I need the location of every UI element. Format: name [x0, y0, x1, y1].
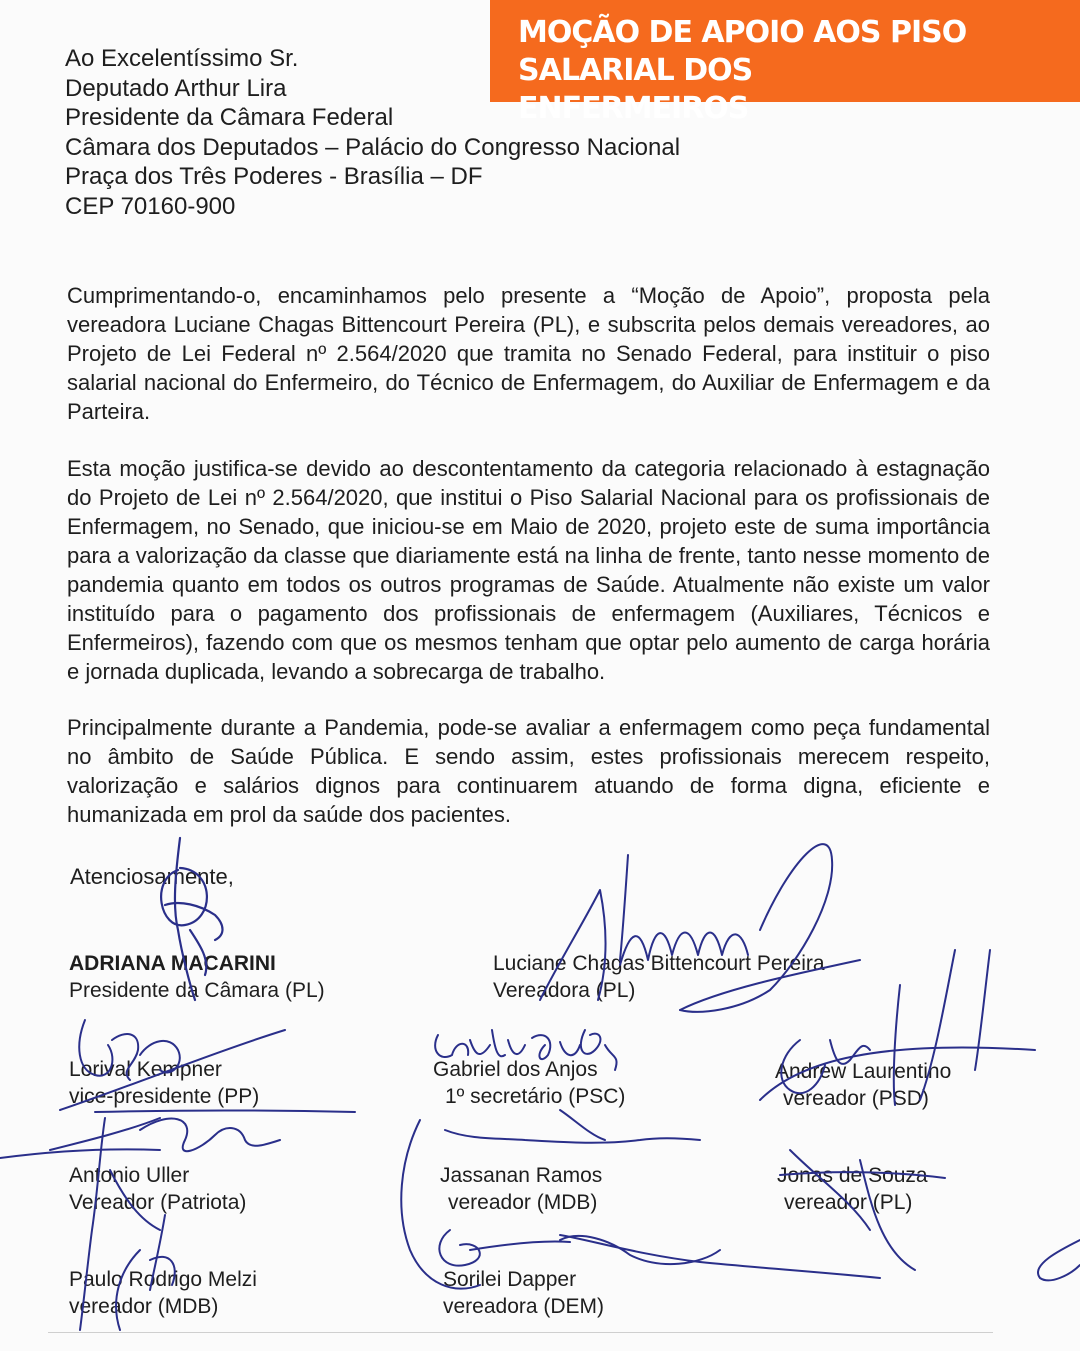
signatory-block — [443, 1266, 604, 1320]
signatory-name: Jonas de Souza — [777, 1164, 928, 1187]
signatory-role: Presidente da Câmara (PL) — [69, 979, 325, 1002]
address-line: CEP 70160-900 — [65, 192, 236, 220]
signatory-role: vereadora (DEM) — [443, 1295, 605, 1318]
address-line: Presidente da Câmara Federal — [65, 104, 394, 131]
address-line: Praça dos Três Poderes - Brasília – DF — [65, 163, 483, 190]
banner-title-line1: MOÇÃO DE APOIO AOS PISO SALARIAL DOS — [518, 15, 967, 88]
body-paragraph-2: Esta moção justifica-se devido ao descontentamento da categoria relacionado à estagnação do Projeto de Lei nº 2.564/2020, que institui o Piso Salarial Nacional para os profissionais de Enfermagem, no Senado, que iniciou-se em Maio de 2020, projeto este de suma importância para a valorização da classe que diariamente está na linha de frente, tanto nesse momento de pandemia quanto em todos os outros programas de Saúde. Atualmente não existe um valor instituído para o pagamento dos profissionais de enfermagem (Auxiliares, Técnicos e Enfermeiros), fazendo com que os mesmos tenham que optar pelo aumento de carga horária e jornada duplicada, levando a sobrecarga de trabalho. — [67, 456, 990, 684]
signatory-block — [777, 1162, 928, 1216]
signatory-block — [69, 1266, 257, 1320]
banner-title-line2: ENFERMEIROS — [518, 91, 749, 126]
signatory-block — [493, 950, 825, 1004]
signatory-role: Vereadora (PL) — [493, 979, 636, 1002]
signatory-block — [440, 1162, 602, 1216]
signatory-block — [69, 950, 325, 1004]
body-paragraph-3: Principalmente durante a Pandemia, pode-se avaliar a enfermagem como peça fundamental no âmbito de Saúde Pública. E sendo assim, estes profissionais merecem respeito, valorização e salários dignos para continuarem atuando de forma digna, eficiente e humanizada em prol da saúde dos pacientes. — [67, 715, 990, 827]
signatory-name: Sorilei Dapper — [443, 1268, 577, 1291]
signatory-role: 1º secretário (PSC) — [445, 1085, 626, 1108]
signatory-name: ADRIANA MACARINI — [69, 952, 276, 975]
body-paragraph-1: Cumprimentando-o, encaminhamos pelo presente a “Moção de Apoio”, proposta pela vereadora Luciane Chagas Bittencourt Pereira (PL), e subscrita pelos demais vereadores, ao Projeto de Lei Federal nº 2.564/2020 que tramita no Senado Federal, para instituir o piso salarial nacional do Enfermeiro, do Técnico de Enfermagem, do Auxiliar de Enfermagem e da Parteira. — [67, 283, 990, 424]
address-line: Câmara dos Deputados – Palácio do Congresso Nacional — [65, 133, 681, 161]
signatory-name: Andrew Laurentino — [775, 1060, 952, 1083]
signatory-role: vereador (PL) — [784, 1191, 913, 1214]
signatory-block — [69, 1056, 259, 1110]
signatory-block — [433, 1056, 625, 1110]
signatory-role: vereador (PSD) — [783, 1087, 929, 1110]
signatory-role: vereador (MDB) — [69, 1295, 219, 1318]
signatory-name: Jassanan Ramos — [440, 1164, 603, 1187]
signatory-role: vice-presidente (PP) — [69, 1085, 260, 1108]
signatory-role: vereador (MDB) — [448, 1191, 598, 1214]
signatory-block — [69, 1162, 246, 1216]
signatory-name: Gabriel dos Anjos — [433, 1058, 598, 1081]
signatory-role: Vereador (Patriota) — [69, 1191, 247, 1214]
signatory-name: Antonio Uller — [69, 1164, 190, 1187]
bottom-rule — [48, 1332, 993, 1333]
addressee-block — [65, 44, 680, 221]
signatory-name: Lorival Kempner — [69, 1058, 222, 1081]
address-line: Deputado Arthur Lira — [65, 74, 287, 102]
address-line: Ao Excelentíssimo Sr. — [65, 45, 299, 72]
signatory-name: Luciane Chagas Bittencourt Pereira — [493, 952, 825, 975]
signatory-block — [775, 1058, 951, 1112]
signatory-name: Paulo Rodrigo Melzi — [69, 1268, 257, 1291]
closing-salutation: Atenciosamente, — [70, 864, 234, 889]
